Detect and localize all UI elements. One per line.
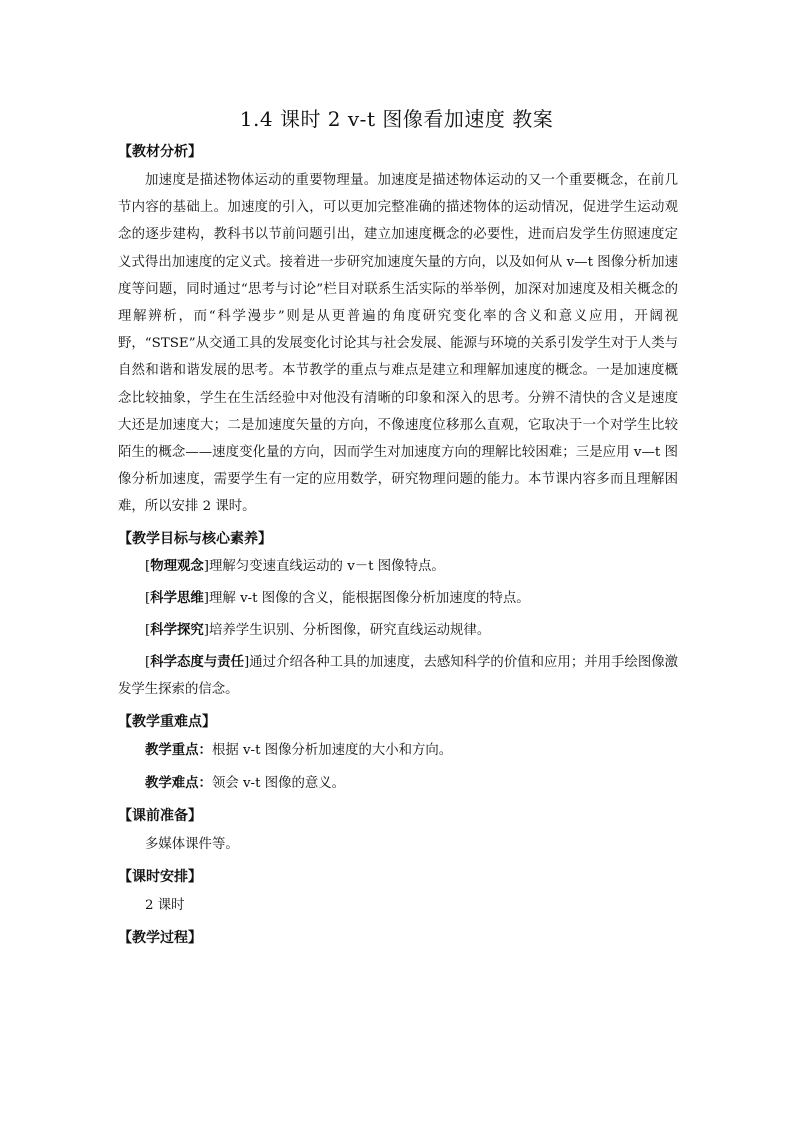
goal-text: 理解 v-t 图像的含义，能根据图像分析加速度的特点。 bbox=[209, 590, 530, 606]
keypoint-item bbox=[118, 737, 678, 764]
goal-tag: 科学思维 bbox=[150, 589, 204, 606]
keypoint-label: 教学难点： bbox=[145, 775, 212, 792]
keypoint-label: 教学重点： bbox=[145, 742, 212, 759]
section-heading-goals: 【教学目标与核心素养】 bbox=[118, 530, 272, 547]
goal-tag: 科学态度与责任 bbox=[150, 653, 245, 670]
goal-item: [物理观念]理解匀变速直线运动的 v－t 图像特点。 bbox=[145, 557, 445, 574]
goal-text: 理解匀变速直线运动的 v－t 图像特点。 bbox=[209, 558, 445, 574]
goal-text: 通过介绍各种工具的加速度，去感知科学的价值和应用；并用手绘图像激发学生探索的信念。 bbox=[118, 654, 679, 697]
section-heading-keypoints: 【教学重难点】 bbox=[118, 714, 216, 731]
keypoint-text: 根据 v-t 图像分析加速度的大小和方向。 bbox=[211, 743, 453, 759]
document-body bbox=[118, 142, 678, 948]
section-heading-process: 【教学过程】 bbox=[118, 930, 202, 947]
section-heading-schedule: 【课时安排】 bbox=[118, 869, 202, 886]
goal-tag: 科学探究 bbox=[150, 621, 204, 638]
section-heading-analysis: 【教材分析】 bbox=[118, 144, 202, 160]
goal-item: [科学思维]理解 v-t 图像的含义，能根据图像分析加速度的特点。 bbox=[145, 589, 530, 606]
goal-text: 培养学生识别、分析图像，研究直线运动规律。 bbox=[209, 622, 491, 638]
keypoint-text: 领会 v-t 图像的意义。 bbox=[211, 776, 346, 792]
analysis-paragraph: 加速度是描述物体运动的重要物理量。加速度是描述物体运动的又一个重要概念，在前几节内容的基础上。加速度的引入，可以更加完整准确的描述物体的运动情况，促进学生运动观念的逐步建构，教科书以节前问题引出，建立加速度概念的必要性，进而启发学生仿照速度定义式得出加速度的定义式。接着进一步研究加速度矢量的方向，以及如何从 v—t 图像分析加速度等问题，同时通过“思考与讨论”栏目对联系生活实际的举举例，加深对加速度及相关概念的理解辨析，而“科学漫步”则是从更普遍的角度研究变化率的含义和意义应用，开阔视野，“STSE”从交通工具的发展变化讨论其与社会发展、能源与环境的关系引发学生对于人类与自然和谐和谐发展的思考。本节教学的重点与难点是建立和理解加速度的概念。一是加速度概念比较抽象，学生在生活经验中对他没有清晰的印象和深入的思考。分辨不清快的含义是速度大还是加速度大；二是加速度矢量的方向，不像速度位移那么直观，它取决于一个对学生比较陌生的概念——速度变化量的方向，因而学生对加速度方向的理解比较困难；三是应用 v—t 图像分析加速度，需要学生有一定的应用数学，研究物理问题的能力。本节课内容多而且理解困难，所以安排 2 课时。 bbox=[118, 173, 678, 515]
page-title: 1.4 课时 2 v-t 图像看加速度 教案 bbox=[239, 107, 554, 131]
goal-tag: 物理观念 bbox=[150, 557, 204, 574]
section-heading-prep: 【课前准备】 bbox=[118, 808, 202, 825]
goal-item: [科学态度与责任]通过介绍各种工具的加速度，去感知科学的价值和应用；并用手绘图像激发学生探索的信念。 bbox=[118, 653, 679, 697]
prep-text: 多媒体课件等。 bbox=[145, 837, 239, 853]
keypoint-item bbox=[118, 770, 678, 797]
schedule-text: 2 课时 bbox=[145, 898, 185, 914]
goal-item: [科学探究]培养学生识别、分析图像，研究直线运动规律。 bbox=[145, 621, 491, 638]
